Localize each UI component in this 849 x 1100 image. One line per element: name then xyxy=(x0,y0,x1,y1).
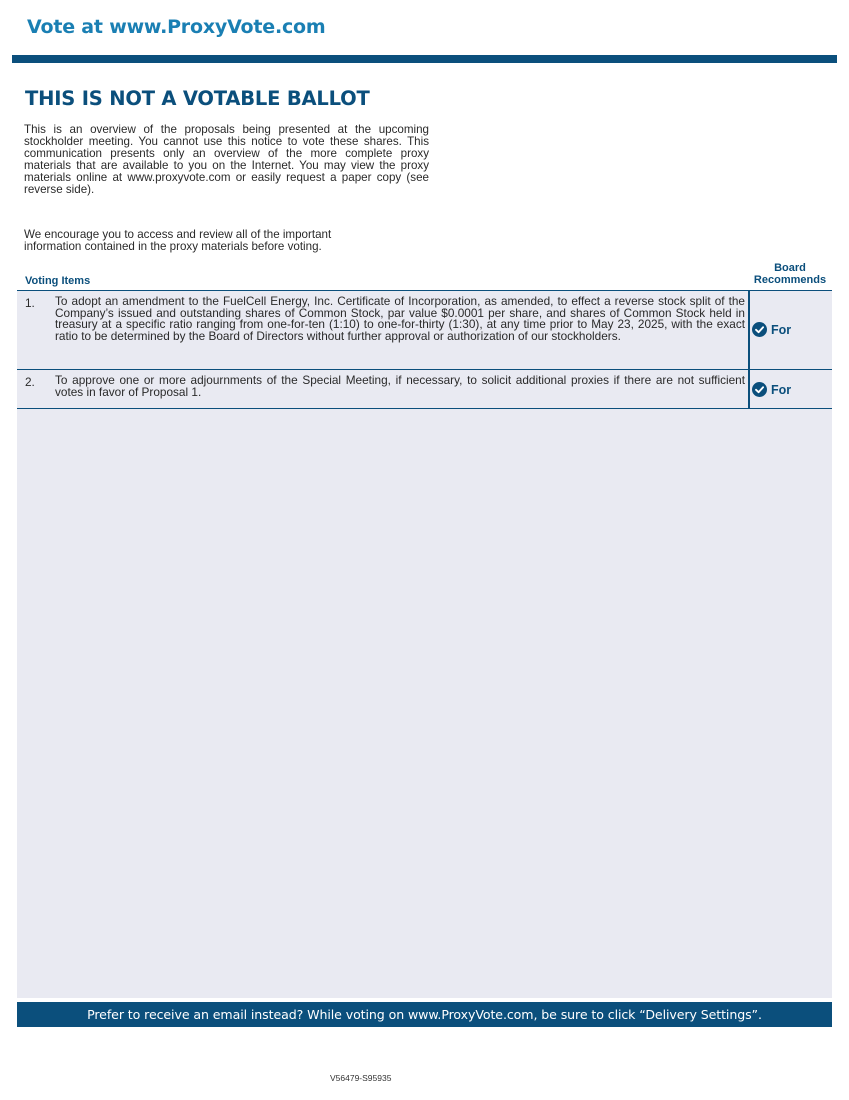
recommendation-label: For xyxy=(771,322,792,337)
column-divider xyxy=(748,291,750,369)
voting-items-panel xyxy=(17,290,832,998)
board-header-line2: Recommends xyxy=(753,274,827,286)
item-number: 1. xyxy=(25,296,35,310)
recommendation-label: For xyxy=(771,382,792,397)
board-recommendation xyxy=(752,322,791,337)
document-code: V56479-S95935 xyxy=(330,1073,392,1083)
voting-item-row xyxy=(17,370,832,409)
board-recommends-header xyxy=(748,262,832,286)
item-number: 2. xyxy=(25,375,35,389)
page-title: THIS IS NOT A VOTABLE BALLOT xyxy=(25,87,370,110)
board-recommendation xyxy=(752,382,791,397)
email-delivery-banner: Prefer to receive an email instead? While voting on www.ProxyVote.com, be sure to click “Delivery Settings”. xyxy=(17,1002,832,1027)
vote-link[interactable]: Vote at www.ProxyVote.com xyxy=(27,16,326,38)
board-header-line1: Board xyxy=(774,262,806,274)
check-circle-icon xyxy=(752,322,767,337)
column-divider xyxy=(748,370,750,408)
voting-item-row xyxy=(17,291,832,370)
item-description: To approve one or more adjournments of the Special Meeting, if necessary, to solicit additional proxies if there are not sufficient votes in favor of Proposal 1. xyxy=(55,373,745,399)
check-circle-icon xyxy=(752,382,767,397)
encourage-paragraph: We encourage you to access and review all of the important information contained in the proxy materials before voting. xyxy=(24,228,332,253)
item-description: To adopt an amendment to the FuelCell Energy, Inc. Certificate of Incorporation, as amended, to effect a reverse stock split of the Company’s issued and outstanding shares of Common Stock, par value $0.0001 per share, and shares of Common Stock held in treasury at a specific ratio ranging from one-for-ten (1:10) to one-for-thirty (1:30), at any time prior to May 23, 2025, with the exact ratio to be determined by the Board of Directors without further approval or authorization of our stockholders. xyxy=(55,294,745,343)
voting-items-header: Voting Items xyxy=(25,275,91,287)
intro-paragraph: This is an overview of the proposals being presented at the upcoming stockholder meeting. You cannot use this notice to vote these shares. This communication presents only an overview of the more complete proxy materials that are available to you on the Internet. You may view the proxy materials online at www.proxyvote.com or easily request a paper copy (see reverse side). xyxy=(24,123,429,196)
header-divider xyxy=(12,55,837,63)
